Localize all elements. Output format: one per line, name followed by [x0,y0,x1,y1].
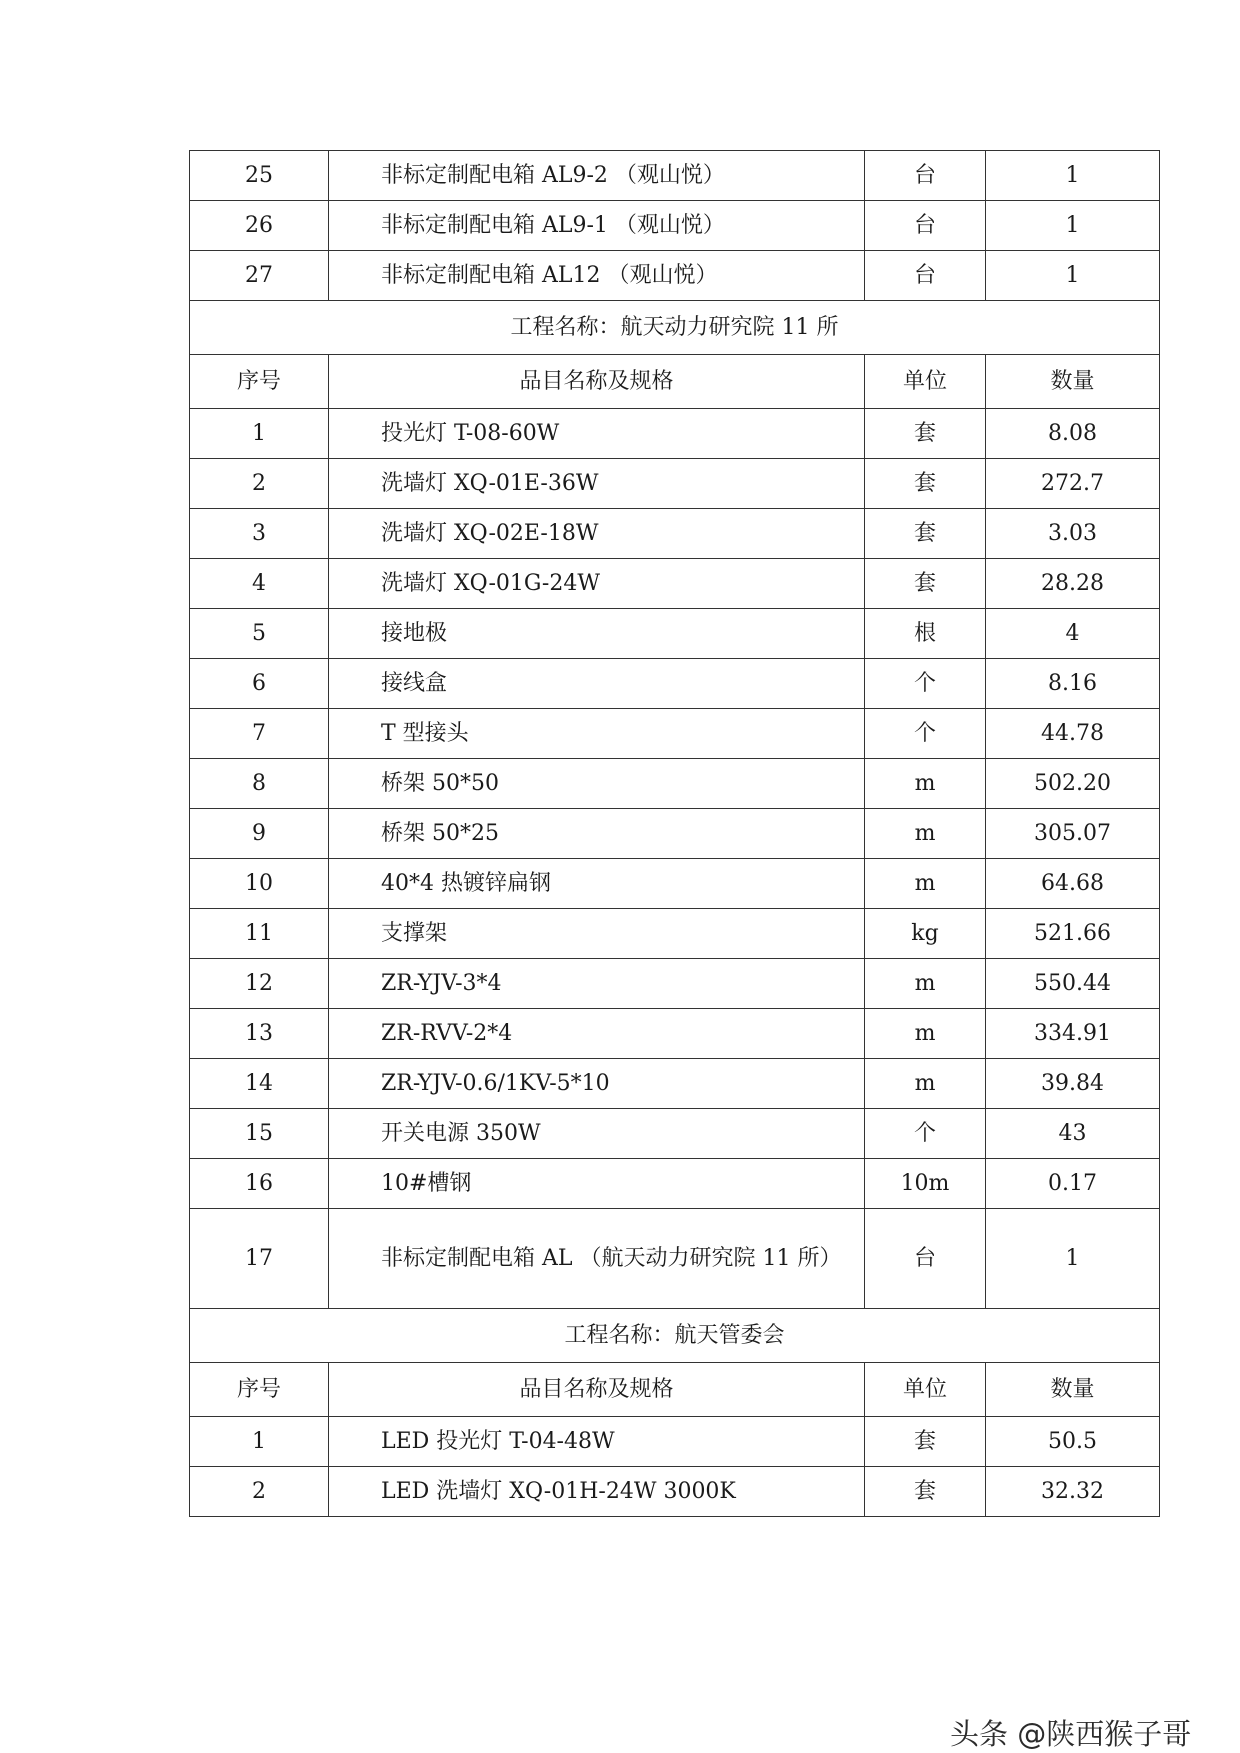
item-quantity: 28.28 [986,559,1160,609]
item-unit: 台 [865,251,986,301]
item-quantity: 272.7 [986,459,1160,509]
watermark: 头条 @陕西猴子哥 [950,1717,1192,1751]
row-number: 1 [190,1417,329,1467]
item-quantity: 1 [986,201,1160,251]
item-name: 洗墙灯 XQ-01G-24W [381,570,600,596]
item-name: 非标定制配电箱 AL9-2 （观山悦） [381,162,725,188]
item-quantity: 550.44 [986,959,1160,1009]
item-unit: m [865,809,986,859]
header-number: 序号 [190,1363,329,1417]
row-number: 14 [190,1059,329,1109]
materials-table [189,150,1160,1517]
table-row [190,509,1160,559]
row-number: 6 [190,659,329,709]
table-row [190,809,1160,859]
section-title-row [190,301,1160,355]
item-unit: 台 [865,151,986,201]
table-row [190,709,1160,759]
table-row [190,559,1160,609]
item-quantity: 305.07 [986,809,1160,859]
item-unit: m [865,859,986,909]
row-number: 1 [190,409,329,459]
item-unit: 10m [865,1159,986,1209]
item-unit: 个 [865,1109,986,1159]
item-unit: m [865,1009,986,1059]
section-title: 工程名称：航天动力研究院 11 所 [190,301,1160,355]
item-name: 10#槽钢 [381,1170,472,1196]
row-number: 12 [190,959,329,1009]
section2-rows [190,409,1160,1309]
item-name: 40*4 热镀锌扁钢 [381,870,551,896]
table-header-row [190,355,1160,409]
table-row [190,1209,1160,1309]
header-name: 品目名称及规格 [329,1363,865,1417]
item-quantity: 44.78 [986,709,1160,759]
table-row [190,1009,1160,1059]
table-row [190,1417,1160,1467]
row-number: 5 [190,609,329,659]
table-header-row [190,1363,1160,1417]
item-name: 接线盒 [381,670,448,696]
table-row [190,959,1160,1009]
row-number: 10 [190,859,329,909]
item-unit: kg [865,909,986,959]
table-row [190,1109,1160,1159]
row-number: 11 [190,909,329,959]
row-number: 17 [190,1209,329,1309]
table-row [190,1159,1160,1209]
section3-rows [190,1417,1160,1517]
item-quantity: 1 [986,151,1160,201]
row-number: 2 [190,1467,329,1517]
table-row [190,459,1160,509]
table-row [190,1059,1160,1109]
item-unit: 套 [865,1467,986,1517]
item-quantity: 3.03 [986,509,1160,559]
item-unit: m [865,959,986,1009]
item-unit: 套 [865,1417,986,1467]
item-name: 洗墙灯 XQ-02E-18W [381,520,599,546]
item-quantity: 8.16 [986,659,1160,709]
item-quantity: 1 [986,1209,1160,1309]
item-name: 非标定制配电箱 AL （航天动力研究院 11 所） [381,1245,842,1271]
item-unit: m [865,759,986,809]
table-row [190,1467,1160,1517]
item-name: 投光灯 T-08-60W [381,420,560,446]
item-unit: 套 [865,459,986,509]
item-name: ZR-YJV-3*4 [381,970,502,996]
item-name: 接地极 [381,620,448,646]
item-quantity: 502.20 [986,759,1160,809]
item-name: 非标定制配电箱 AL9-1 （观山悦） [381,212,725,238]
item-quantity: 0.17 [986,1159,1160,1209]
item-name: 开关电源 350W [381,1120,541,1146]
item-quantity: 4 [986,609,1160,659]
row-number: 27 [190,251,329,301]
item-name: LED 洗墙灯 XQ-01H-24W 3000K [381,1478,736,1504]
header-number: 序号 [190,355,329,409]
table-row [190,759,1160,809]
item-quantity: 1 [986,251,1160,301]
item-name: T 型接头 [381,720,469,746]
item-quantity: 39.84 [986,1059,1160,1109]
row-number: 9 [190,809,329,859]
item-quantity: 334.91 [986,1009,1160,1059]
header-name: 品目名称及规格 [329,355,865,409]
item-quantity: 43 [986,1109,1160,1159]
row-number: 26 [190,201,329,251]
row-number: 25 [190,151,329,201]
item-unit: 根 [865,609,986,659]
row-number: 2 [190,459,329,509]
table-row [190,151,1160,201]
row-number: 8 [190,759,329,809]
item-unit: 套 [865,559,986,609]
item-unit: 个 [865,659,986,709]
item-unit: 套 [865,509,986,559]
table-row [190,659,1160,709]
header-quantity: 数量 [986,1363,1160,1417]
table-row [190,251,1160,301]
item-name: 非标定制配电箱 AL12 （观山悦） [381,262,718,288]
item-quantity: 64.68 [986,859,1160,909]
item-name: LED 投光灯 T-04-48W [381,1428,615,1454]
row-number: 4 [190,559,329,609]
table-row [190,909,1160,959]
section-title-row [190,1309,1160,1363]
header-quantity: 数量 [986,355,1160,409]
table-row [190,409,1160,459]
table-row [190,609,1160,659]
item-quantity: 50.5 [986,1417,1160,1467]
item-quantity: 32.32 [986,1467,1160,1517]
item-unit: m [865,1059,986,1109]
row-number: 3 [190,509,329,559]
item-name: 支撑架 [381,920,448,946]
item-name: ZR-RVV-2*4 [381,1020,513,1046]
item-unit: 台 [865,201,986,251]
row-number: 13 [190,1009,329,1059]
header-unit: 单位 [865,355,986,409]
item-unit: 套 [865,409,986,459]
row-number: 7 [190,709,329,759]
header-unit: 单位 [865,1363,986,1417]
row-number: 16 [190,1159,329,1209]
item-unit: 个 [865,709,986,759]
item-name: 洗墙灯 XQ-01E-36W [381,470,599,496]
item-quantity: 521.66 [986,909,1160,959]
item-name: 桥架 50*25 [381,820,499,846]
section-title: 工程名称：航天管委会 [190,1309,1160,1363]
table-row [190,201,1160,251]
item-name: ZR-YJV-0.6/1KV-5*10 [381,1070,610,1096]
item-quantity: 8.08 [986,409,1160,459]
item-name: 桥架 50*50 [381,770,499,796]
item-unit: 台 [865,1209,986,1309]
row-number: 15 [190,1109,329,1159]
table-row [190,859,1160,909]
